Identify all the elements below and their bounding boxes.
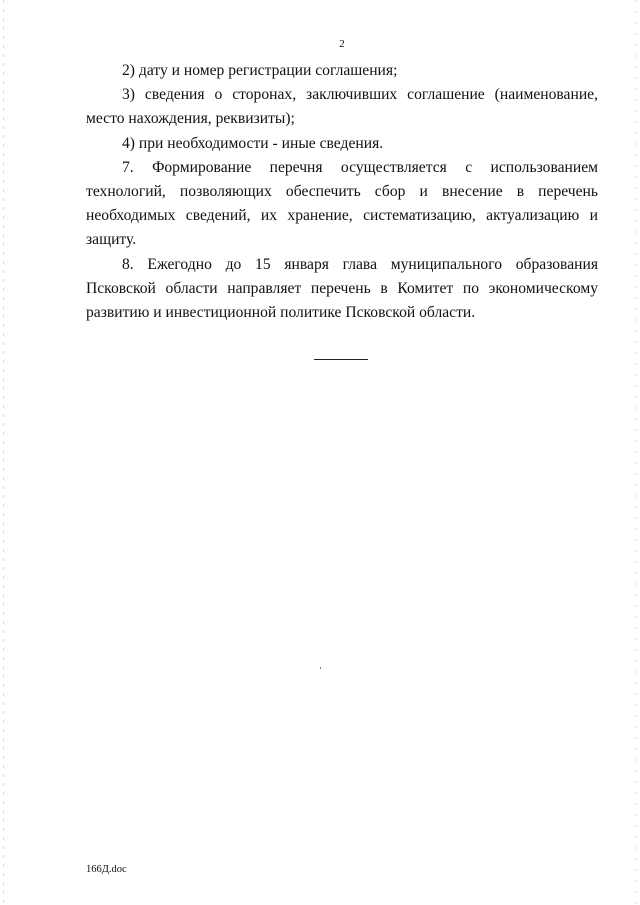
scan-speck [320,667,321,669]
paragraph-clause-7: 7. Формирование перечня осуществляется с использованием технологий, позволяющих обеспечить сбор и внесение в перечень необходимых сведений, их хранение, систематизацию, актуализацию и защиту. [86,158,598,249]
paragraph-item-2: 2) дату и номер регистрации соглашения; [122,62,398,79]
page-number: 2 [339,38,345,50]
end-divider-line [314,359,368,360]
paragraph-item-3: 3) сведения о сторонах, заключивших соглашение (наименование, место нахождения, реквизиты); [86,86,598,128]
scan-edge-left [3,0,4,905]
paragraph-clause-8: 8. Ежегодно до 15 января глава муниципального образования Псковской области направляет перечень в Комитет по экономическому развитию и инвестиционной политике Псковской области. [86,255,598,322]
paragraph-item-4: 4) при необходимости - иные сведения. [122,134,384,152]
document-body [86,59,598,325]
scan-edge-right [635,0,636,905]
footer-filename: 166Д.doc [86,864,127,875]
